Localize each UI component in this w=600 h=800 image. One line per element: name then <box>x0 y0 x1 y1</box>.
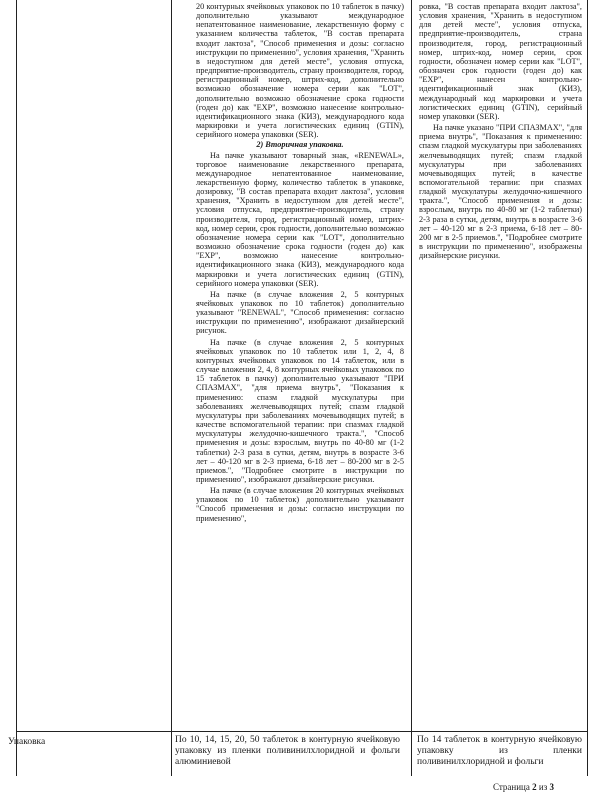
page-number-footer <box>493 782 554 792</box>
paragraph: На пачке указано "ПРИ СПАЗМАХ", "для приема внутрь", "Показания к применению: спазм гладкой мускулатуры при заболеваниях желчевыводящих путей; спазм гладкой мускулатуры при заболеваниях мочевыводящих путей; в качестве вспомогательной терапии: при спазмах гладкой мускулатуры желудочно-кишечного тракта.", "Способ применения и дозы: взрослым, внутрь по 40-80 мг (1-2 таблетки) 2-3 раза в сутки, детям, внутрь в возрасте 3-6 лет – 40-120 мг в 2-3 приема, 6-18 лет – 80-200 мг в 2-5 приемов.", "Подробнее смотрите в инструкции по применению", изображены дизайнерские рисунки. <box>419 123 582 261</box>
table-row-divider <box>16 731 588 732</box>
packaging-text-right: По 14 таблеток в контурную ячейковую упаковку из пленки поливинилхлоридной и фольги <box>417 735 582 767</box>
middle-column-text <box>196 2 404 523</box>
paragraph: На пачке (в случае вложения 2, 5 контурных ячейковых упаковок по 10 таблеток) дополнительно указывают "RENEWAL", "Способ применения: согласно инструкции по применению", изображают дизайнерский рисунок. <box>196 289 404 336</box>
page-total: 3 <box>549 782 554 792</box>
packaging-text-middle: По 10, 14, 15, 20, 50 таблеток в контурную ячейковую упаковку из пленки поливинилхлоридной и фольги алюминиевой <box>175 735 400 767</box>
paragraph: На пачке (в случае вложения 20 контурных ячейковых упаковок по 10 таблеток) дополнительно указывают "Способ применения и дозы: согласно инструкции по применению", <box>196 486 404 523</box>
table-column-divider-2 <box>411 0 412 776</box>
table-border-right <box>587 0 588 776</box>
page-current: 2 <box>532 782 537 792</box>
paragraph: ровка, "В состав препарата входит лактоза", условия хранения, "Хранить в недоступном для детей месте", условия отпуска, предприятие-производитель, страна производителя, город, регистрационный номер, штрих-код, номер серии, срок годности, обозначен номер серии как "LOT", обозначен срок годности (годен до) как "EXP", нанесен контрольно-идентификационный знак (КИЗ), международный код маркировки и учета логистических единиц (GTIN), серийный номер упаковки (SER). <box>419 2 582 121</box>
paragraph: На пачке (в случае вложения 2, 5 контурных ячейковых упаковок по 10 таблеток или 1, 2, 4, 8 контурных ячейковых упаковок по 14 таблеток, или в случае вложения 2, 4, 8 контурных ячейковых упаковок по 15 таблеток в пачку) дополнительно указывают "ПРИ СПАЗМАХ", "для приема внутрь", "Показания к применению: спазм гладкой мускулатуры при заболеваниях желчевыводящих путей; спазм гладкой мускулатуры при заболеваниях мочевыводящих путей; в качестве вспомогательной терапии: при спазмах гладкой мускулатуры желудочно-кишечного тракта.", "Способ применения и дозы: взрослым, внутрь по 40-80 мг (1-2 таблетки) 2-3 раза в сутки, детям, внутрь в возрасте 3-6 лет – 40-120 мг в 2-3 приема, 6-18 лет – 80-200 мг в 2-5 приемов.", "Подробнее смотрите в инструкции по применению", изображают дизайнерские рисунки. <box>196 337 404 484</box>
table-column-divider-1 <box>171 0 172 776</box>
paragraph: 2) Вторичная упаковка. <box>256 140 344 150</box>
paragraph: На пачке указывают товарный знак, «RENEWAL», торговое наименование лекарственного препарата, международное непатентованное наименование, лекарственную форму, количество таблеток в упаковке, дозировку, "В состав препарата входит лактоза", условия хранения, "Хранить в недоступном для детей месте", условия отпуска, предприятие-производитель, страну производителя, город, регистрационный номер, штрих-код, номер серии, срок годности, дополнительно возможно обозначение номера серии как "LOT", дополнительно возможно обозначение срока годности (годен до) как "EXP", возможно нанесение контрольно-идентификационного знака (КИЗ), международного кода маркировки и учета логистических единиц (GTIN), серийного номера упаковки (SER). <box>196 150 404 288</box>
page-of: из <box>538 782 548 792</box>
right-column-text <box>419 2 582 260</box>
page-prefix: Страница <box>493 782 530 792</box>
table-border-left <box>16 0 17 776</box>
row-label-packaging: Упаковка <box>8 737 46 747</box>
paragraph: 20 контурных ячейковых упаковок по 10 таблеток в пачку) дополнительно указывают международное непатентованное наименование, лекарственную форму с указанием количества таблеток, "В состав препарата входит лактоза", "Способ применения и дозы: согласно инструкции по применению", условия хранения, "Хранить в недоступном для детей месте", условия отпуска, предприятие-производитель, страну производителя, город, регистрационный номер, штрих-код, дополнительно возможно обозначение номера серии как "LOT", дополнительно возможно обозначение срока годности (годен до) как "EXP", возможно нанесение контрольно-идентификационного знака (КИЗ), международного кода маркировки и учета логистических единиц (GTIN), серийного номера упаковки (SER). <box>196 2 404 140</box>
